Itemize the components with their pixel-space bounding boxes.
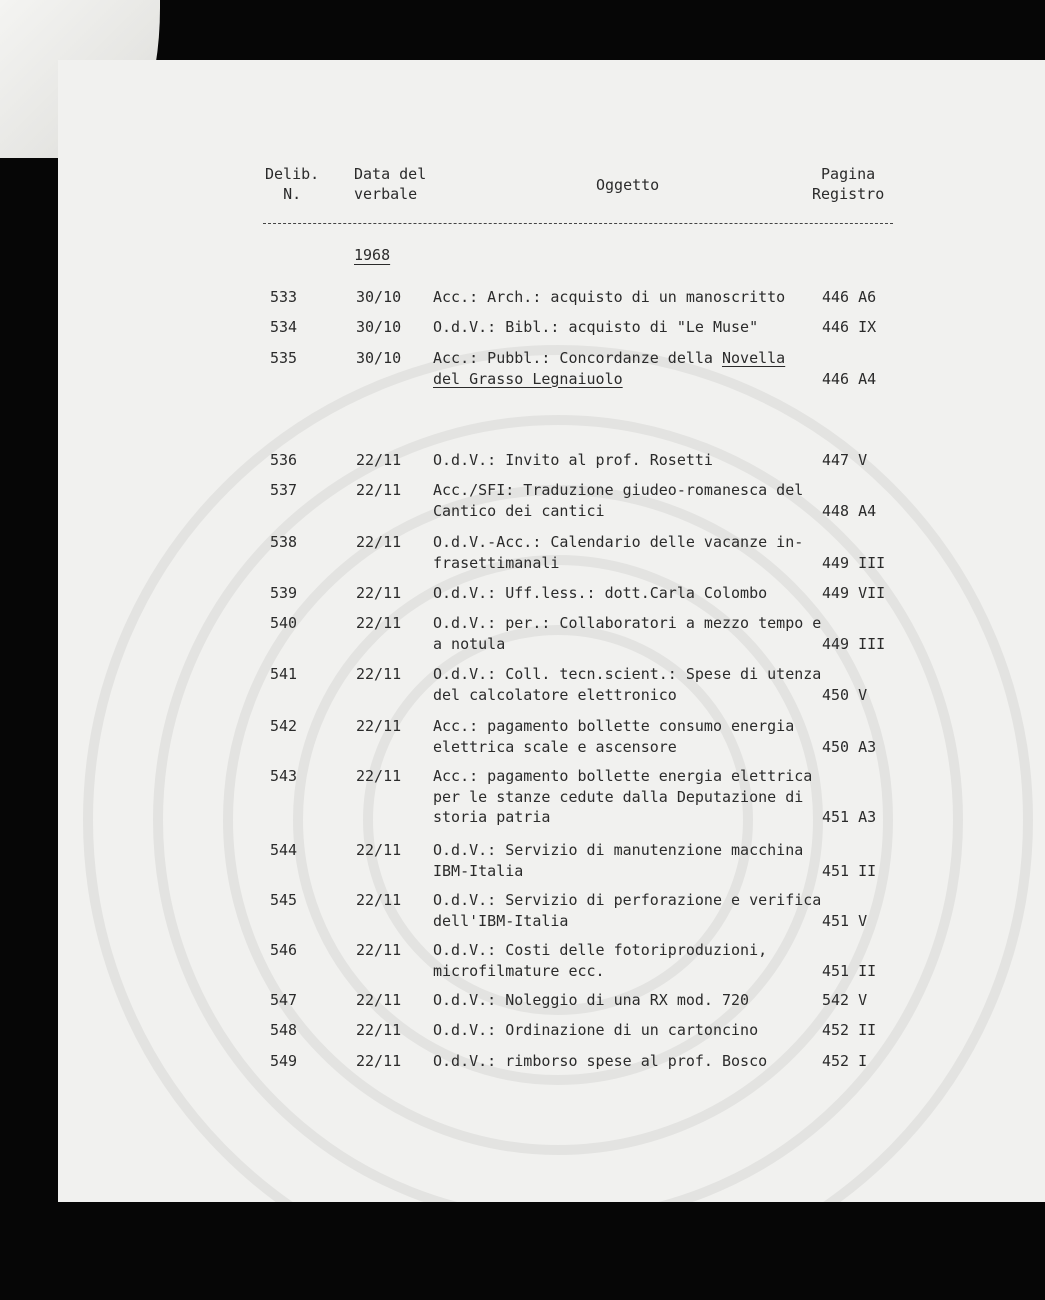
pagina-registro: 450 V xyxy=(822,685,868,704)
col-header-data-line2: verbale xyxy=(354,185,418,203)
verbale-date: 22/11 xyxy=(356,941,402,959)
col-header-delib-line1: Delib. xyxy=(265,165,320,183)
oggetto-line: O.d.V.: Noleggio di una RX mod. 720 xyxy=(433,991,750,1009)
verbale-date: 22/11 xyxy=(356,841,402,859)
pagina-registro: 451 V xyxy=(822,911,868,930)
oggetto-line: O.d.V.: Ordinazione di un cartoncino xyxy=(433,1021,759,1039)
oggetto-line: Acc.: pagamento bollette energia elettrica xyxy=(433,767,813,785)
oggetto-text xyxy=(433,348,818,389)
col-header-data xyxy=(354,164,426,204)
oggetto-line: del calcolatore elettronico xyxy=(433,685,677,704)
pagina-registro: 542 V xyxy=(822,991,868,1009)
delib-number: 535 xyxy=(270,349,298,367)
pagina-registro: 449 VII xyxy=(822,584,886,602)
oggetto-line: O.d.V.: Servizio di manutenzione macchina xyxy=(433,841,804,859)
oggetto-line: frasettimanali xyxy=(433,553,560,572)
oggetto-text xyxy=(433,766,818,828)
oggetto-line: Cantico dei cantici xyxy=(433,501,605,520)
delib-number: 534 xyxy=(270,318,298,336)
oggetto-text xyxy=(433,450,818,471)
delib-number: 539 xyxy=(270,584,298,602)
oggetto-line: Acc.: pagamento bollette consumo energia xyxy=(433,717,795,735)
verbale-date: 22/11 xyxy=(356,665,402,683)
oggetto-line: O.d.V.-Acc.: Calendario delle vacanze in- xyxy=(433,533,804,551)
oggetto-text xyxy=(433,613,822,654)
delib-number: 549 xyxy=(270,1052,298,1070)
pagina-registro: 447 V xyxy=(822,451,868,469)
delib-number: 536 xyxy=(270,451,298,469)
oggetto-text xyxy=(433,940,818,981)
pagina-registro: 452 II xyxy=(822,1021,877,1039)
delib-number: 543 xyxy=(270,767,298,785)
pagina-registro: 452 I xyxy=(822,1052,868,1070)
header-rule xyxy=(263,223,893,224)
delib-number: 540 xyxy=(270,614,298,632)
oggetto-line: Acc./SFI: Traduzione giudeo-romanesca del xyxy=(433,481,804,499)
oggetto-line: O.d.V.: Invito al prof. Rosetti xyxy=(433,451,713,469)
pagina-registro: 451 II xyxy=(822,961,877,980)
pagina-registro: 446 IX xyxy=(822,318,877,336)
oggetto-line xyxy=(433,369,818,390)
oggetto-line: microfilmature ecc. xyxy=(433,961,605,980)
oggetto-text xyxy=(433,664,822,705)
delib-number: 545 xyxy=(270,891,298,909)
oggetto-text xyxy=(433,1051,818,1072)
delib-number: 547 xyxy=(270,991,298,1009)
delib-number: 544 xyxy=(270,841,298,859)
oggetto-line: storia patria xyxy=(433,808,551,826)
pagina-registro: 446 A6 xyxy=(822,288,877,306)
oggetto-text xyxy=(433,1020,818,1041)
oggetto-line: O.d.V.: per.: Collaboratori a mezzo tempo e xyxy=(433,614,822,632)
pagina-registro: 449 III xyxy=(822,553,886,572)
oggetto-text xyxy=(433,287,818,308)
verbale-date: 22/11 xyxy=(356,584,402,602)
oggetto-line: O.d.V.: Bibl.: acquisto di "Le Muse" xyxy=(433,318,759,336)
verbale-date: 22/11 xyxy=(356,717,402,735)
col-header-delib-line2: N. xyxy=(283,185,302,203)
pagina-registro: 449 III xyxy=(822,634,886,653)
delib-number: 538 xyxy=(270,533,298,551)
delib-number: 546 xyxy=(270,941,298,959)
pagina-registro: 448 A4 xyxy=(822,501,877,520)
verbale-date: 22/11 xyxy=(356,481,402,499)
delib-number: 542 xyxy=(270,717,298,735)
oggetto-text xyxy=(433,480,818,521)
oggetto-text xyxy=(433,317,818,338)
oggetto-line: O.d.V.: Costi delle fotoriproduzioni, xyxy=(433,941,768,959)
verbale-date: 22/11 xyxy=(356,767,402,785)
oggetto-line: elettrica scale e ascensore xyxy=(433,737,677,756)
document-page xyxy=(58,60,1045,1202)
verbale-date: 30/10 xyxy=(356,288,402,306)
oggetto-line: Acc.: Arch.: acquisto di un manoscritto xyxy=(433,288,786,306)
verbale-date: 22/11 xyxy=(356,533,402,551)
oggetto-line: O.d.V.: Servizio di perforazione e verifica xyxy=(433,891,822,909)
oggetto-line: a notula xyxy=(433,634,506,653)
delib-number: 537 xyxy=(270,481,298,499)
verbale-date: 30/10 xyxy=(356,318,402,336)
delib-number: 541 xyxy=(270,665,298,683)
col-header-data-line1: Data del xyxy=(354,165,427,183)
col-header-delib xyxy=(265,164,319,204)
oggetto-line: IBM-Italia xyxy=(433,861,524,880)
oggetto-text xyxy=(433,840,818,881)
verbale-date: 22/11 xyxy=(356,891,402,909)
pagina-registro: 450 A3 xyxy=(822,737,877,756)
pagina-registro: 446 A4 xyxy=(822,369,877,388)
verbale-date: 30/10 xyxy=(356,349,402,367)
col-header-pagina-line2: Registro xyxy=(812,185,885,203)
oggetto-line: O.d.V.: Uff.less.: dott.Carla Colombo xyxy=(433,584,768,602)
underlined-title: del Grasso Legnaiuolo xyxy=(433,369,623,388)
oggetto-line: Acc.: Pubbl.: Concordanze della Novella xyxy=(433,349,786,367)
col-header-pagina xyxy=(812,164,884,204)
oggetto-line: O.d.V.: rimborso spese al prof. Bosco xyxy=(433,1052,768,1070)
oggetto-text xyxy=(433,990,818,1011)
delib-number: 548 xyxy=(270,1021,298,1039)
col-header-pagina-line1: Pagina xyxy=(821,165,876,183)
oggetto-line: per le stanze cedute dalla Deputazione di xyxy=(433,787,804,806)
oggetto-text xyxy=(433,716,818,757)
verbale-date: 22/11 xyxy=(356,1052,402,1070)
verbale-date: 22/11 xyxy=(356,451,402,469)
underlined-title: Novella xyxy=(721,349,786,367)
year-heading: 1968 xyxy=(354,246,391,264)
oggetto-text xyxy=(433,890,822,931)
verbale-date: 22/11 xyxy=(356,614,402,632)
pagina-registro: 451 A3 xyxy=(822,808,877,826)
oggetto-text xyxy=(433,583,818,604)
verbale-date: 22/11 xyxy=(356,991,402,1009)
pagina-registro: 451 II xyxy=(822,861,877,880)
oggetto-line: O.d.V.: Coll. tecn.scient.: Spese di utenza xyxy=(433,665,822,683)
verbale-date: 22/11 xyxy=(356,1021,402,1039)
col-header-oggetto: Oggetto xyxy=(596,176,660,194)
delib-number: 533 xyxy=(270,288,298,306)
oggetto-text xyxy=(433,532,818,573)
oggetto-line: dell'IBM-Italia xyxy=(433,911,569,930)
